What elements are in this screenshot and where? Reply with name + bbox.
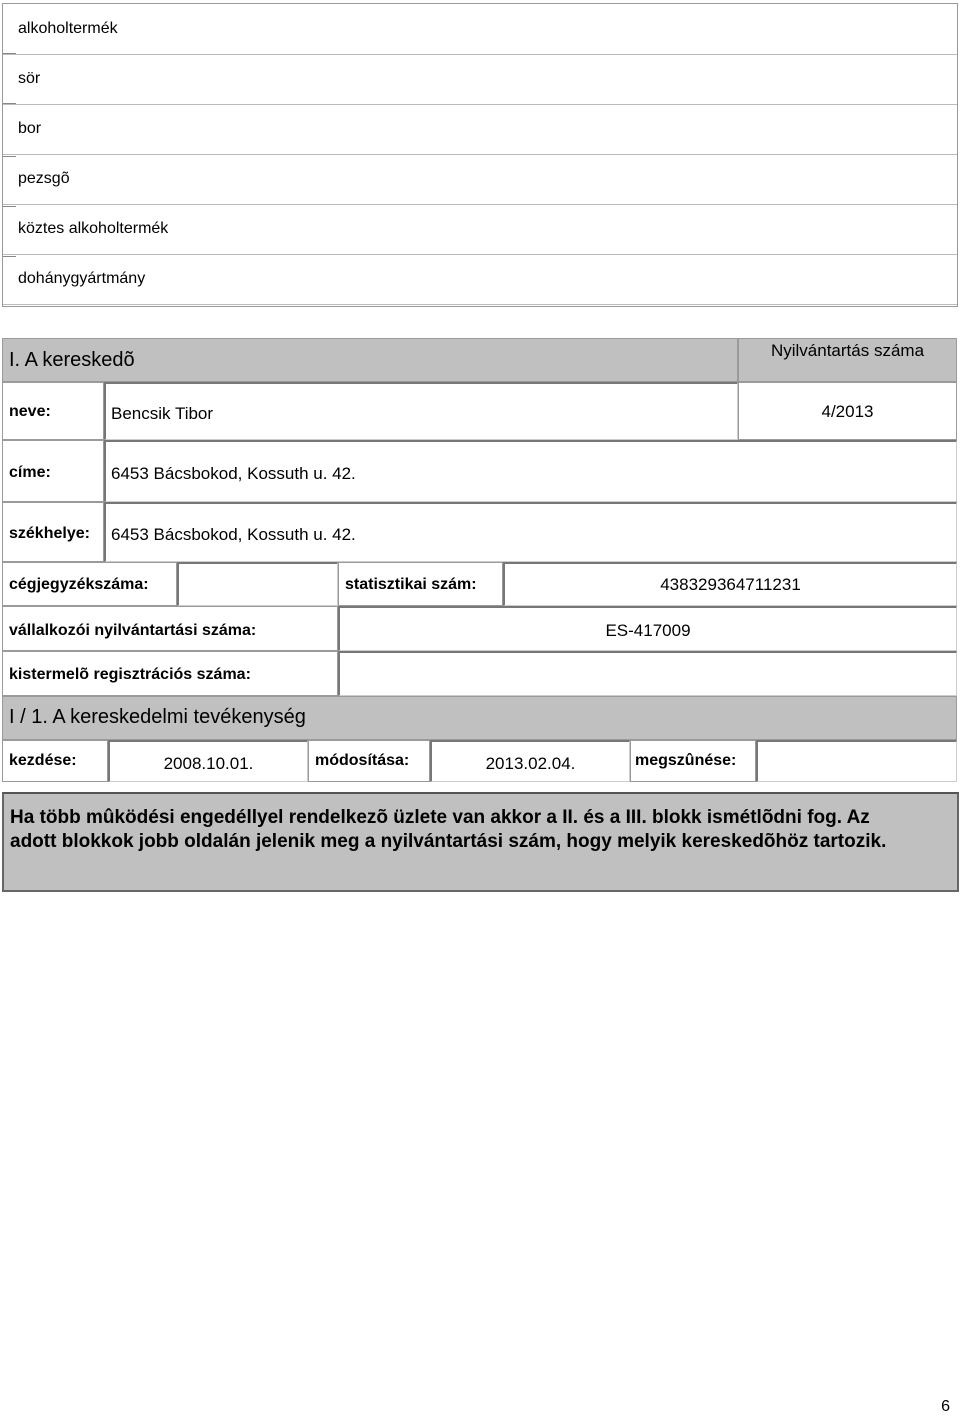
registration-number-field: 4/2013 <box>738 382 957 440</box>
divider <box>3 103 16 104</box>
farmer-reg-field[interactable] <box>338 651 957 696</box>
page-number: 6 <box>941 1398 950 1415</box>
product-label: bor <box>18 120 42 137</box>
stat-number-label-cell: statisztikai szám: <box>338 562 503 606</box>
product-label: köztes alkoholtermék <box>18 220 169 237</box>
stat-number-field[interactable]: 438329364711231 <box>503 562 957 606</box>
section-title: I / 1. A kereskedelmi tevékenység <box>2 696 957 740</box>
company-reg-field[interactable] <box>177 562 338 606</box>
list-item <box>3 204 957 255</box>
name-field[interactable]: Bencsik Tibor <box>104 382 738 440</box>
seat-field[interactable]: 6453 Bácsbokod, Kossuth u. 42. <box>104 502 957 562</box>
divider <box>3 206 16 207</box>
product-label: pezsgõ <box>18 170 70 187</box>
farmer-reg-label-cell: kistermelõ regisztrációs száma: <box>2 651 338 696</box>
product-label: alkoholtermék <box>18 20 118 37</box>
modification-label-cell: módosítása: <box>308 740 430 782</box>
divider <box>3 156 16 157</box>
list-item <box>3 104 957 155</box>
list-item <box>3 54 957 105</box>
seat-label-cell: székhelye: <box>2 502 104 562</box>
company-reg-label-cell: cégjegyzékszáma: <box>2 562 177 606</box>
end-label-cell: megszûnése: <box>630 740 756 782</box>
product-category-list <box>2 3 958 307</box>
end-date-field[interactable] <box>756 740 957 782</box>
section-title: I. A kereskedõ <box>2 338 738 382</box>
address-label-cell: címe: <box>2 440 104 502</box>
entrepreneur-reg-label-cell: vállalkozói nyilvántartási száma: <box>2 606 338 651</box>
list-item <box>3 4 957 55</box>
address-field[interactable]: 6453 Bácsbokod, Kossuth u. 42. <box>104 440 957 502</box>
start-date-field[interactable]: 2008.10.01. <box>108 740 308 782</box>
name-label-cell: neve: <box>2 382 104 440</box>
entrepreneur-reg-field[interactable]: ES-417009 <box>338 606 957 651</box>
list-item <box>3 154 957 205</box>
start-label-cell: kezdése: <box>2 740 108 782</box>
divider <box>3 256 16 257</box>
product-label: sör <box>18 70 41 87</box>
list-item <box>3 254 957 305</box>
registration-number-header: Nyilvántartás száma <box>738 338 957 382</box>
modification-date-field[interactable]: 2013.02.04. <box>430 740 630 782</box>
divider <box>3 53 16 54</box>
notice-box: Ha több mûködési engedéllyel rendelkezõ üzlete van akkor a II. és a III. blokk ismétlõdni fog. Az adott blokkok jobb oldalán jelenik meg a nyilvántartási szám, hogy melyik kereskedõhöz tartozik. <box>2 792 959 892</box>
product-label: dohánygyártmány <box>18 270 146 287</box>
